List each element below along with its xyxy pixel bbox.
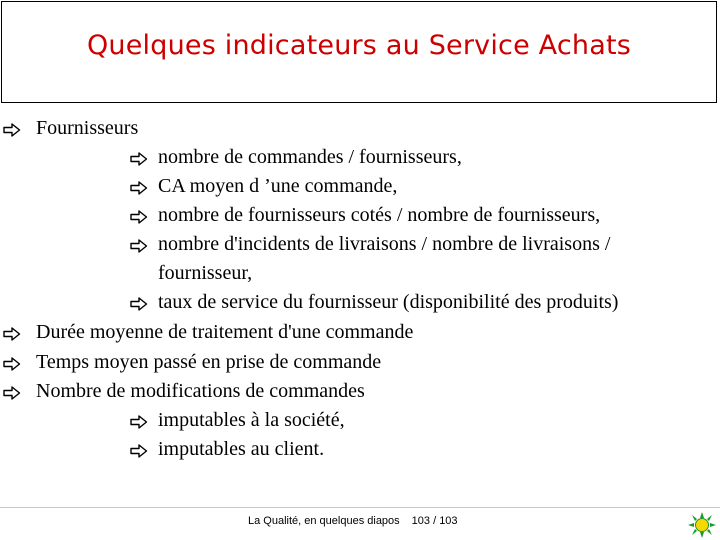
arrow-right-outline-icon bbox=[130, 408, 158, 432]
bullet-text: imputables au client. bbox=[158, 438, 325, 460]
sub-bullet-item bbox=[130, 232, 610, 256]
sub-bullet-item bbox=[130, 145, 462, 169]
sub-bullet-item bbox=[130, 174, 397, 198]
bullet-text: nombre d'incidents de livraisons / nombre de livraisons / bbox=[158, 233, 611, 255]
bullet-text: CA moyen d ’une commande, bbox=[158, 175, 398, 197]
bullet-text: Durée moyenne de traitement d'une commande bbox=[36, 321, 414, 343]
bullet-item bbox=[0, 379, 365, 403]
sub-bullet-item bbox=[130, 408, 345, 432]
bullet-text: nombre de fournisseurs cotés / nombre de fournisseurs, bbox=[158, 204, 601, 226]
bullet-item bbox=[0, 116, 138, 140]
arrow-right-outline-icon bbox=[0, 379, 36, 403]
sub-bullet-item bbox=[130, 203, 600, 227]
sub-bullet-item bbox=[130, 437, 324, 461]
bullet-text: Fournisseurs bbox=[36, 117, 139, 139]
sub-bullet-item bbox=[130, 290, 618, 314]
page-number: 103 / 103 bbox=[411, 515, 458, 527]
bullet-text: fournisseur, bbox=[158, 262, 253, 284]
arrow-right-outline-icon bbox=[130, 232, 158, 256]
footer-divider bbox=[0, 507, 720, 508]
sun-logo-icon bbox=[688, 512, 716, 538]
slide-title: Quelques indicateurs au Service Achats bbox=[86, 29, 632, 61]
bullet-text: Nombre de modifications de commandes bbox=[36, 380, 365, 402]
bullet-text: imputables à la société, bbox=[158, 409, 345, 431]
arrow-right-outline-icon bbox=[130, 290, 158, 314]
arrow-right-outline-icon bbox=[130, 145, 158, 169]
bullet-item bbox=[0, 350, 381, 374]
sub-bullet-continuation bbox=[158, 261, 252, 285]
bullet-text: taux de service du fournisseur (disponibilité des produits) bbox=[158, 291, 619, 313]
bullet-item bbox=[0, 320, 413, 344]
arrow-right-outline-icon bbox=[0, 116, 36, 140]
arrow-right-outline-icon bbox=[130, 203, 158, 227]
footer bbox=[248, 515, 458, 527]
arrow-right-outline-icon bbox=[130, 437, 158, 461]
bullet-text: nombre de commandes / fournisseurs, bbox=[158, 146, 462, 168]
title-box bbox=[1, 1, 717, 103]
arrow-right-outline-icon bbox=[130, 174, 158, 198]
arrow-right-outline-icon bbox=[0, 320, 36, 344]
arrow-right-outline-icon bbox=[0, 350, 36, 374]
bullet-text: Temps moyen passé en prise de commande bbox=[36, 351, 382, 373]
footer-title: La Qualité, en quelques diapos bbox=[248, 515, 400, 527]
